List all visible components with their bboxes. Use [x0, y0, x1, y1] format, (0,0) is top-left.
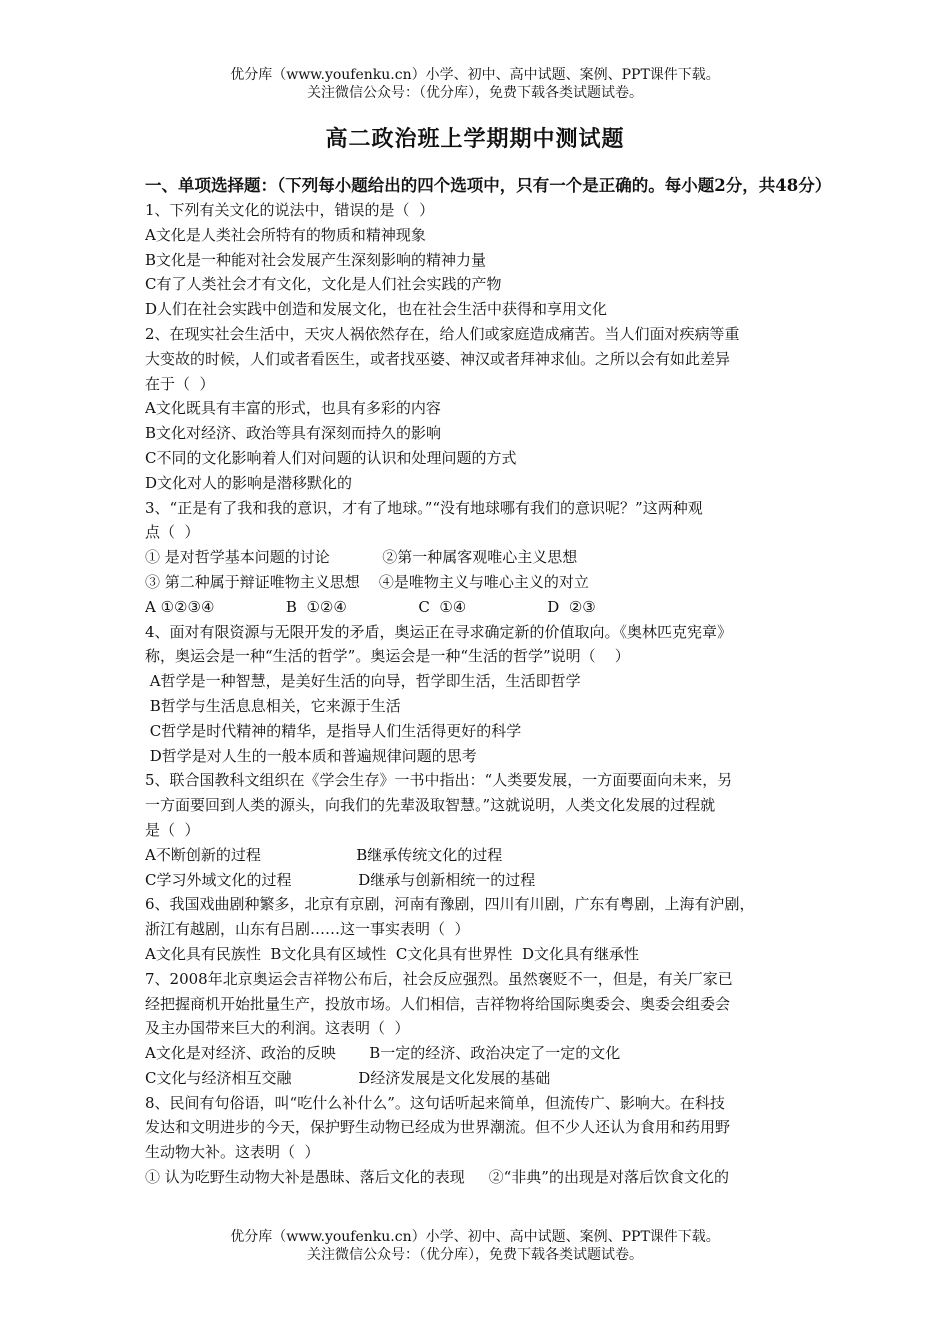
- footer-line-2: 关注微信公众号：（优分库），免费下载各类试题试卷。: [307, 1247, 643, 1263]
- text-line: A哲学是一种智慧，是美好生活的向导，哲学即生活，生活即哲学: [145, 672, 581, 691]
- text-line: 点（ ）: [145, 523, 200, 542]
- header-line-1: 优分库（www.youfenku.cn）小学、初中、高中试题、案例、PPT课件下载。: [230, 67, 720, 83]
- text-line: 在于（ ）: [145, 374, 215, 393]
- text-line: 7、2008年北京奥运会吉祥物公布后，社会反应强烈。虽然褒贬不一，但是，有关厂家已: [145, 969, 733, 988]
- text-line: 6、我国戏曲剧种繁多，北京有京剧，河南有豫剧，四川有川剧，广东有粤剧，上海有沪剧，: [145, 895, 755, 914]
- text-line: 浙江有越剧，山东有吕剧……这一事实表明（ ）: [145, 920, 470, 939]
- header-line-2: 关注微信公众号：（优分库），免费下载各类试题试卷。: [307, 85, 643, 101]
- question-lines: [145, 198, 825, 1190]
- text-line: D哲学是对人生的一般本质和普遍规律问题的思考: [145, 746, 477, 765]
- text-line: B文化是一种能对社会发展产生深刻影响的精神力量: [145, 250, 487, 269]
- text-line: A文化是人类社会所特有的物质和精神现象: [145, 225, 426, 244]
- text-line: A文化是对经济、政治的反映 B一定的经济、政治决定了一定的文化: [145, 1044, 621, 1063]
- text-line: 及主办国带来巨大的利润。这表明（ ）: [145, 1019, 410, 1038]
- page-header: [0, 66, 950, 102]
- text-line: B哲学与生活息息相关，它来源于生活: [145, 696, 401, 715]
- document-title: 高二政治班上学期期中测试题: [325, 126, 625, 152]
- text-line: 生动物大补。这表明（ ）: [145, 1143, 320, 1162]
- text-line: 经把握商机开始批量生产，投放市场。人们相信，吉祥物将给国际奥委会、奥委会组委会: [145, 994, 731, 1013]
- footer-line-1: 优分库（www.youfenku.cn）小学、初中、高中试题、案例、PPT课件下载。: [230, 1229, 720, 1245]
- text-line: ③ 第二种属于辩证唯物主义思想 ④是唯物主义与唯心主义的对立: [145, 572, 589, 591]
- text-line: D人们在社会实践中创造和发展文化，也在社会生活中获得和享用文化: [145, 300, 608, 319]
- page-footer: [0, 1228, 950, 1264]
- document-body: [145, 173, 832, 1190]
- text-line: A ①②③④ B ①②④ C ①④ D ②③: [145, 597, 596, 616]
- text-line: 大变故的时候，人们或者看医生，或者找巫婆、神汉或者拜神求仙。之所以会有如此差异: [145, 349, 731, 368]
- text-line: C学习外域文化的过程 D继承与创新相统一的过程: [145, 870, 536, 889]
- text-line: B文化对经济、政治等具有深刻而持久的影响: [145, 424, 442, 443]
- text-line: 8、民间有句俗语，叫“吃什么补什么”。这句话听起来简单，但流传广、影响大。在科技: [145, 1093, 725, 1112]
- text-line: C文化与经济相互交融 D经济发展是文化发展的基础: [145, 1068, 551, 1087]
- text-line: 是（ ）: [145, 820, 200, 839]
- text-line: C不同的文化影响着人们对问题的认识和处理问题的方式: [145, 448, 517, 467]
- text-line: 3、“正是有了我和我的意识，才有了地球。”“没有地球哪有我们的意识呢？”这两种观: [145, 498, 703, 517]
- text-line: 1、下列有关文化的说法中，错误的是（ ）: [145, 201, 435, 219]
- text-line: 4、面对有限资源与无限开发的矛盾，奥运正在寻求确定新的价值取向。《奥林匹克宪章》: [145, 622, 733, 641]
- text-line: 5、联合国教科文组织在《学会生存》一书中指出：“人类要发展，一方面要面向未来，另: [145, 771, 733, 790]
- text-line: D文化对人的影响是潜移默化的: [145, 473, 353, 492]
- text-line: ① 是对哲学基本问题的讨论 ②第一种属客观唯心主义思想: [145, 548, 578, 567]
- text-line: A文化既具有丰富的形式，也具有多彩的内容: [145, 399, 441, 418]
- text-line: 2、在现实社会生活中，天灾人祸依然存在，给人们或家庭造成痛苦。当人们面对疾病等重: [145, 324, 740, 343]
- section-heading: 一、单项选择题：（下列每小题给出的四个选项中，只有一个是正确的。每小题2分，共48分）: [145, 176, 832, 195]
- text-line: 一方面要回到人类的源头，向我们的先辈汲取智慧。”这就说明，人类文化发展的过程就: [145, 796, 716, 815]
- text-line: 称，奥运会是一种“生活的哲学”。奥运会是一种“生活的哲学”说明（ ）: [145, 647, 630, 666]
- text-line: C哲学是时代精神的精华，是指导人们生活得更好的科学: [145, 721, 522, 740]
- text-line: C有了人类社会才有文化，文化是人们社会实践的产物: [145, 275, 502, 294]
- text-line: ① 认为吃野生动物大补是愚昧、落后文化的表现 ②“非典”的出现是对落后饮食文化的: [145, 1168, 729, 1187]
- text-line: A不断创新的过程 B继承传统文化的过程: [145, 845, 503, 864]
- text-line: A文化具有民族性 B文化具有区域性 C文化具有世界性 D文化具有继承性: [145, 944, 639, 963]
- text-line: 发达和文明进步的今天，保护野生动物已经成为世界潮流。但不少人还认为食用和药用野: [145, 1118, 731, 1137]
